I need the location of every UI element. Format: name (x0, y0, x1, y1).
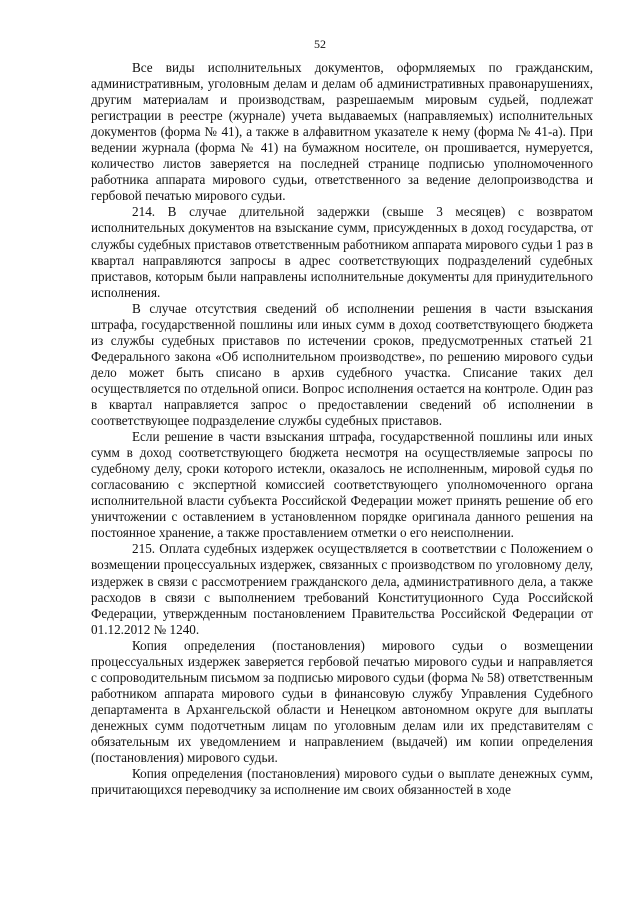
paragraph: Копия определения (постановления) мирового судьи о возмещении процессуальных издержек заверяется гербовой печатью мирового судьи и направляется с сопроводительным письмом за подписью мирового судьи (форма № 58) ответственным работником аппарата мирового судьи в финансовую службу Управления Судебного департамента в Архангельской области и Ненецком автономном округе для выплаты денежных сумм подотчетным лицам по уголовным делам или их представителям с обязательным их уведомлением и направлением (выдачей) им копии определения (постановления) мирового судьи. (91, 637, 593, 766)
page-number: 52 (314, 37, 326, 51)
document-body (91, 60, 593, 798)
paragraph: Копия определения (постановления) мирового судьи о выплате денежных сумм, причитающихся переводчику за исполнение им своих обязанностей в ходе (91, 766, 593, 798)
paragraph: Все виды исполнительных документов, оформляемых по гражданским, административным, уголовным делам и делам об административных правонарушениях, другим материалам и производствам, разрешаемым мировым судьей, подлежат регистрации в реестре (журнале) учета выдаваемых (направляемых) исполнительных документов (форма № 41), а также в алфавитном указателе к нему (форма № 41-а). При ведении журнала (форма № 41) на бумажном носителе, он прошивается, нумеруется, количество листов заверяется на последней странице подписью уполномоченного работника аппарата мирового судьи, ответственного за ведение делопроизводства и гербовой печатью мирового судьи. (91, 60, 593, 204)
paragraph: 215. Оплата судебных издержек осуществляется в соответствии с Положением о возмещении процессуальных издержек, связанных с производством по уголовному делу, издержек в связи с рассмотрением гражданского дела, административного дела, а также расходов в связи с выполнением требований Конституционного Суда Российской Федерации, утвержденным постановлением Правительства Российской Федерации от 01.12.2012 № 1240. (91, 541, 593, 637)
paragraph: В случае отсутствия сведений об исполнении решения в части взыскания штрафа, государственной пошлины или иных сумм в доход соответствующего бюджета из службы судебных приставов по истечении сроков, предусмотренных статьей 21 Федерального закона «Об исполнительном производстве», по решению мирового судьи дело может быть списано в архив судебного участка. Списание таких дел осуществляется по отдельной описи. Вопрос исполнения остается на контроле. Один раз в квартал направляется запрос о предоставлении сведений об исполнении в соответствующее подразделение службы судебных приставов. (91, 300, 593, 429)
paragraph: Если решение в части взыскания штрафа, государственной пошлины или иных сумм в доход соответствующего бюджета несмотря на осуществляемые запросы по судебному делу, сроки которого истекли, оказалось не исполненным, мировой судья по согласованию с экспертной комиссией соответствующего уполномоченного органа исполнительной власти субъекта Российской Федерации может принять решение об его уничтожении с оставлением в установленном порядке оригинала данного решения на постоянное хранение, а также проставлением отметки о его неисполнении. (91, 429, 593, 541)
paragraph: 214. В случае длительной задержки (свыше 3 месяцев) с возвратом исполнительных документов на взыскание сумм, присужденных в доход государства, от службы судебных приставов ответственным работником аппарата мирового судьи 1 раз в квартал направляются запросы в адрес соответствующих подразделений судебных приставов, которым были направлены исполнительные документы для принудительного исполнения. (91, 204, 594, 300)
